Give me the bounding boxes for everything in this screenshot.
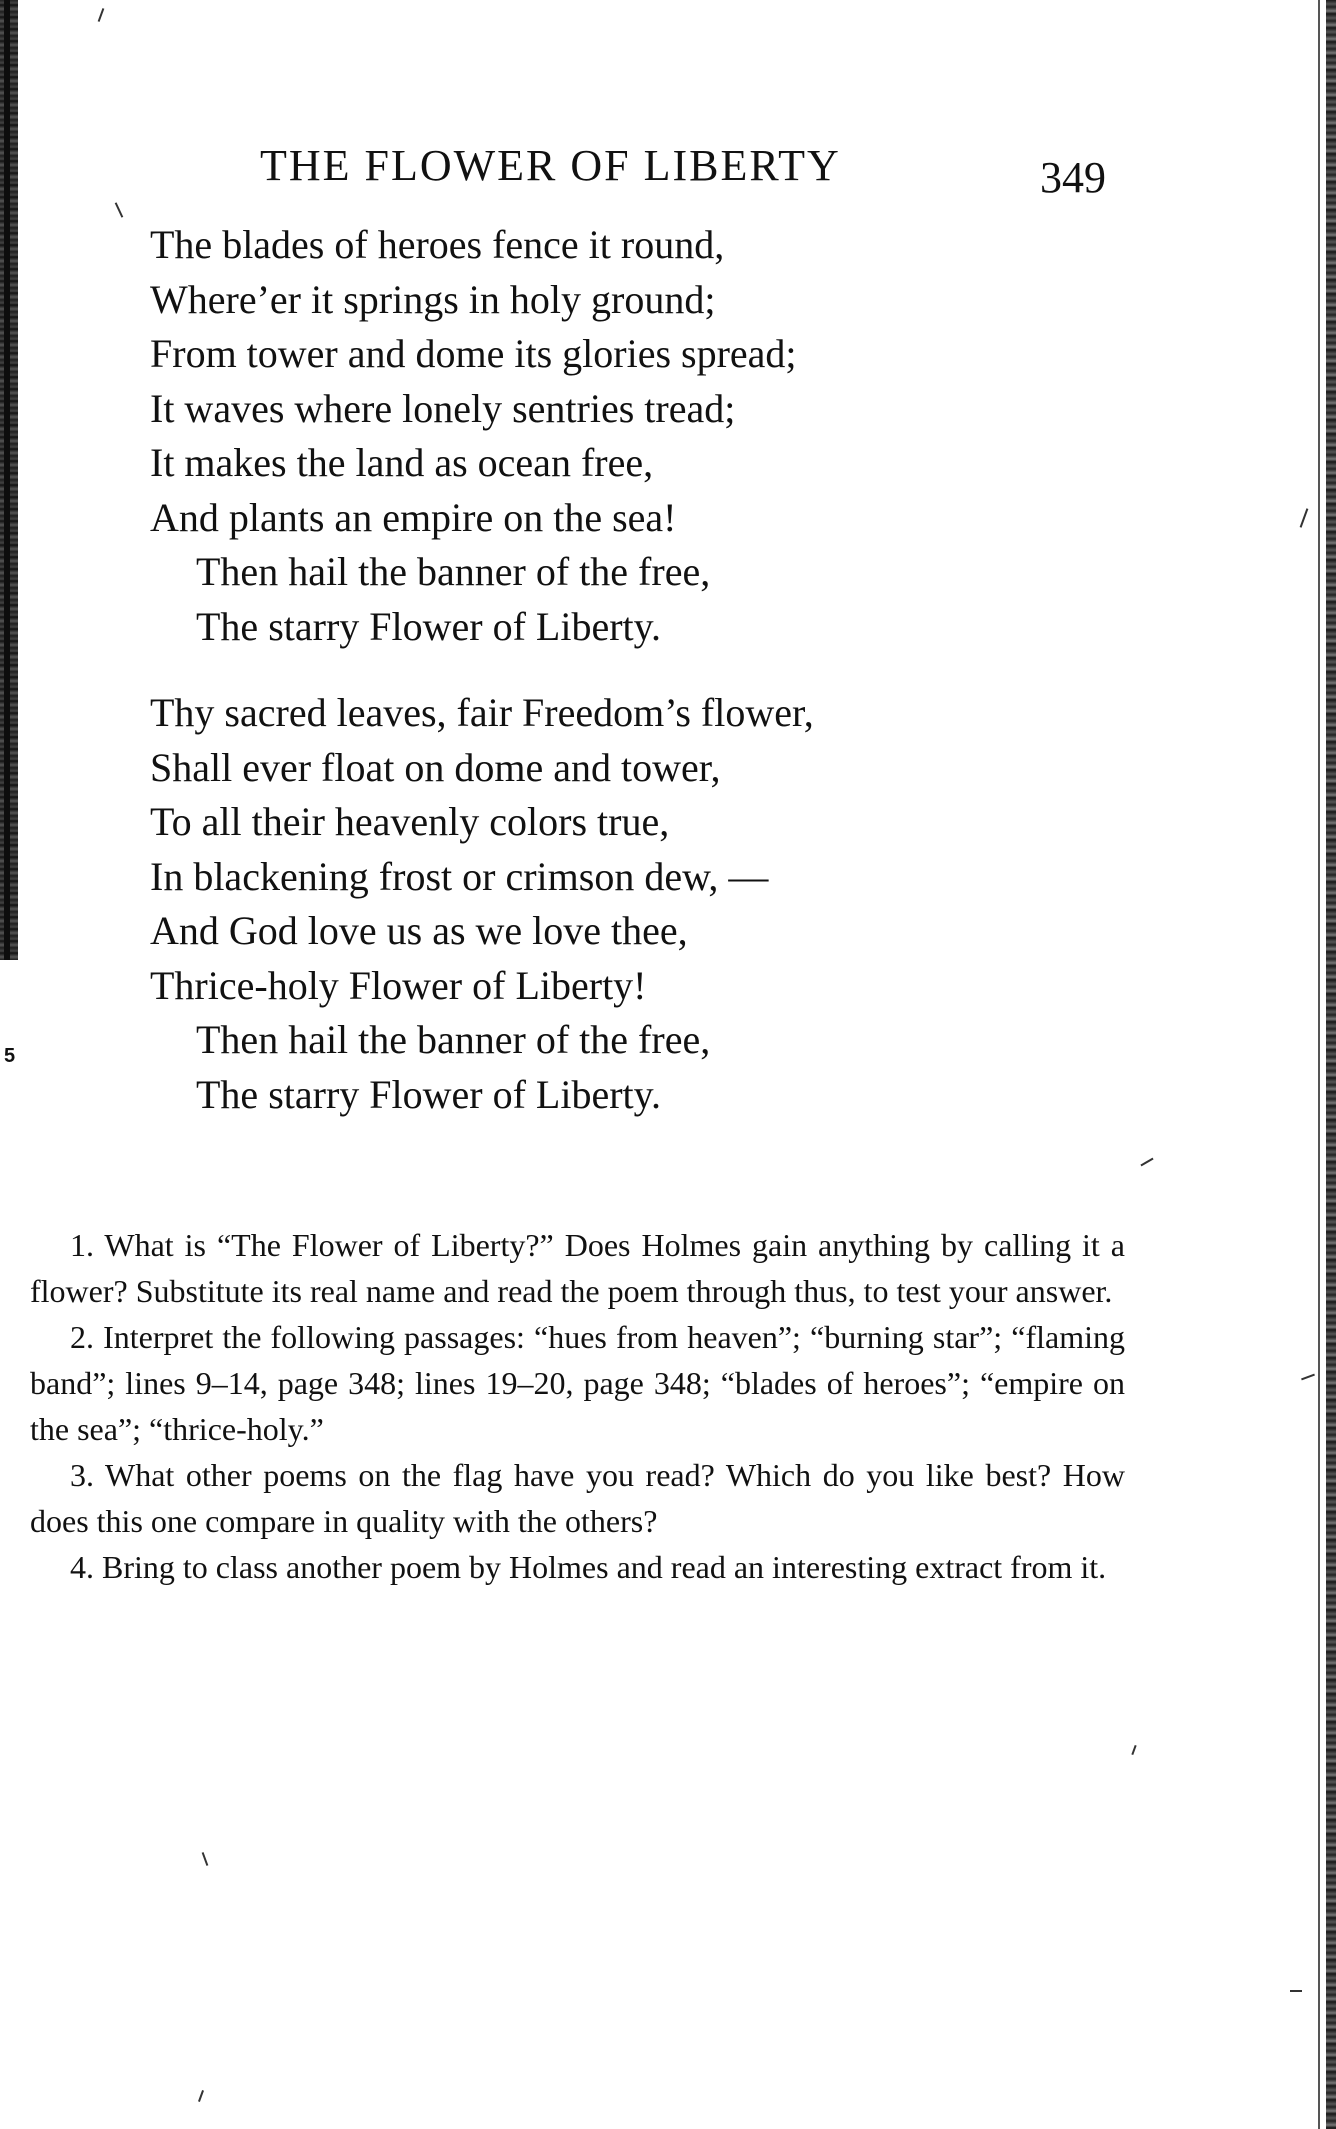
poem-line: Shall ever float on dome and tower,: [150, 744, 721, 790]
scan-speck: [1290, 1990, 1302, 1992]
scan-speck: [115, 202, 124, 217]
right-page-edge-line: [1318, 0, 1320, 2129]
poem-line: In blackening frost or crimson dew, —: [150, 853, 769, 899]
running-header: [0, 140, 1336, 200]
scan-speck: [202, 1852, 209, 1866]
stanza: [150, 218, 1150, 654]
scan-speck: [1131, 1745, 1136, 1755]
scan-speck: [98, 8, 105, 22]
page-number: 349: [1040, 153, 1106, 202]
scan-speck: [198, 2090, 204, 2102]
poem-line: The blades of heroes fence it round,: [150, 222, 725, 267]
right-page-edge: [1326, 0, 1336, 2129]
question-item: 2. Interpret the following passages: “hues from heaven”; “burning star”; “flaming band”; lines 9–14, page 348; lines 19–20, page 348; “blades of heroes”; “empire on the sea”; “thrice-holy.”: [30, 1319, 1125, 1447]
poem-line: It waves where lonely sentries tread;: [150, 385, 736, 431]
question-item: 1. What is “The Flower of Liberty?” Does Holmes gain anything by calling it a flower? Substitute its real name and read the poem through thus, to test your answer.: [30, 1227, 1125, 1309]
poem-line: Where’er it springs in holy ground;: [150, 276, 716, 322]
margin-line-number: 5: [4, 1045, 16, 1067]
poem-line: It makes the land as ocean free,: [150, 440, 654, 485]
scan-speck: [1140, 1158, 1153, 1167]
question-item: 3. What other poems on the flag have you read? Which do you like best? How does this one compare in quality with the others?: [30, 1457, 1125, 1539]
poem-line: And God love us as we love thee,: [150, 908, 688, 953]
running-title: THE FLOWER OF LIBERTY: [260, 141, 841, 190]
poem-line: From tower and dome its glories spread;: [150, 331, 797, 376]
stanza: [150, 686, 1150, 1122]
poem-line: Thrice-holy Flower of Liberty!: [150, 962, 647, 1008]
refrain-line: The starry Flower of Liberty.: [196, 1071, 662, 1117]
question-item: 4. Bring to class another poem by Holmes and read an interesting extract from it.: [70, 1549, 1107, 1585]
refrain-line: The starry Flower of Liberty.: [196, 603, 662, 649]
study-questions: [30, 1222, 1125, 1590]
refrain-line: Then hail the banner of the free,: [196, 1017, 711, 1062]
poem-line: Thy sacred leaves, fair Freedom’s flower,: [150, 690, 814, 735]
scan-speck: [1301, 1374, 1315, 1381]
poem-line: To all their heavenly colors true,: [150, 799, 670, 844]
scan-speck: [1300, 508, 1309, 527]
poem-line: And plants an empire on the sea!: [150, 494, 677, 540]
refrain-line: Then hail the banner of the free,: [196, 549, 711, 594]
